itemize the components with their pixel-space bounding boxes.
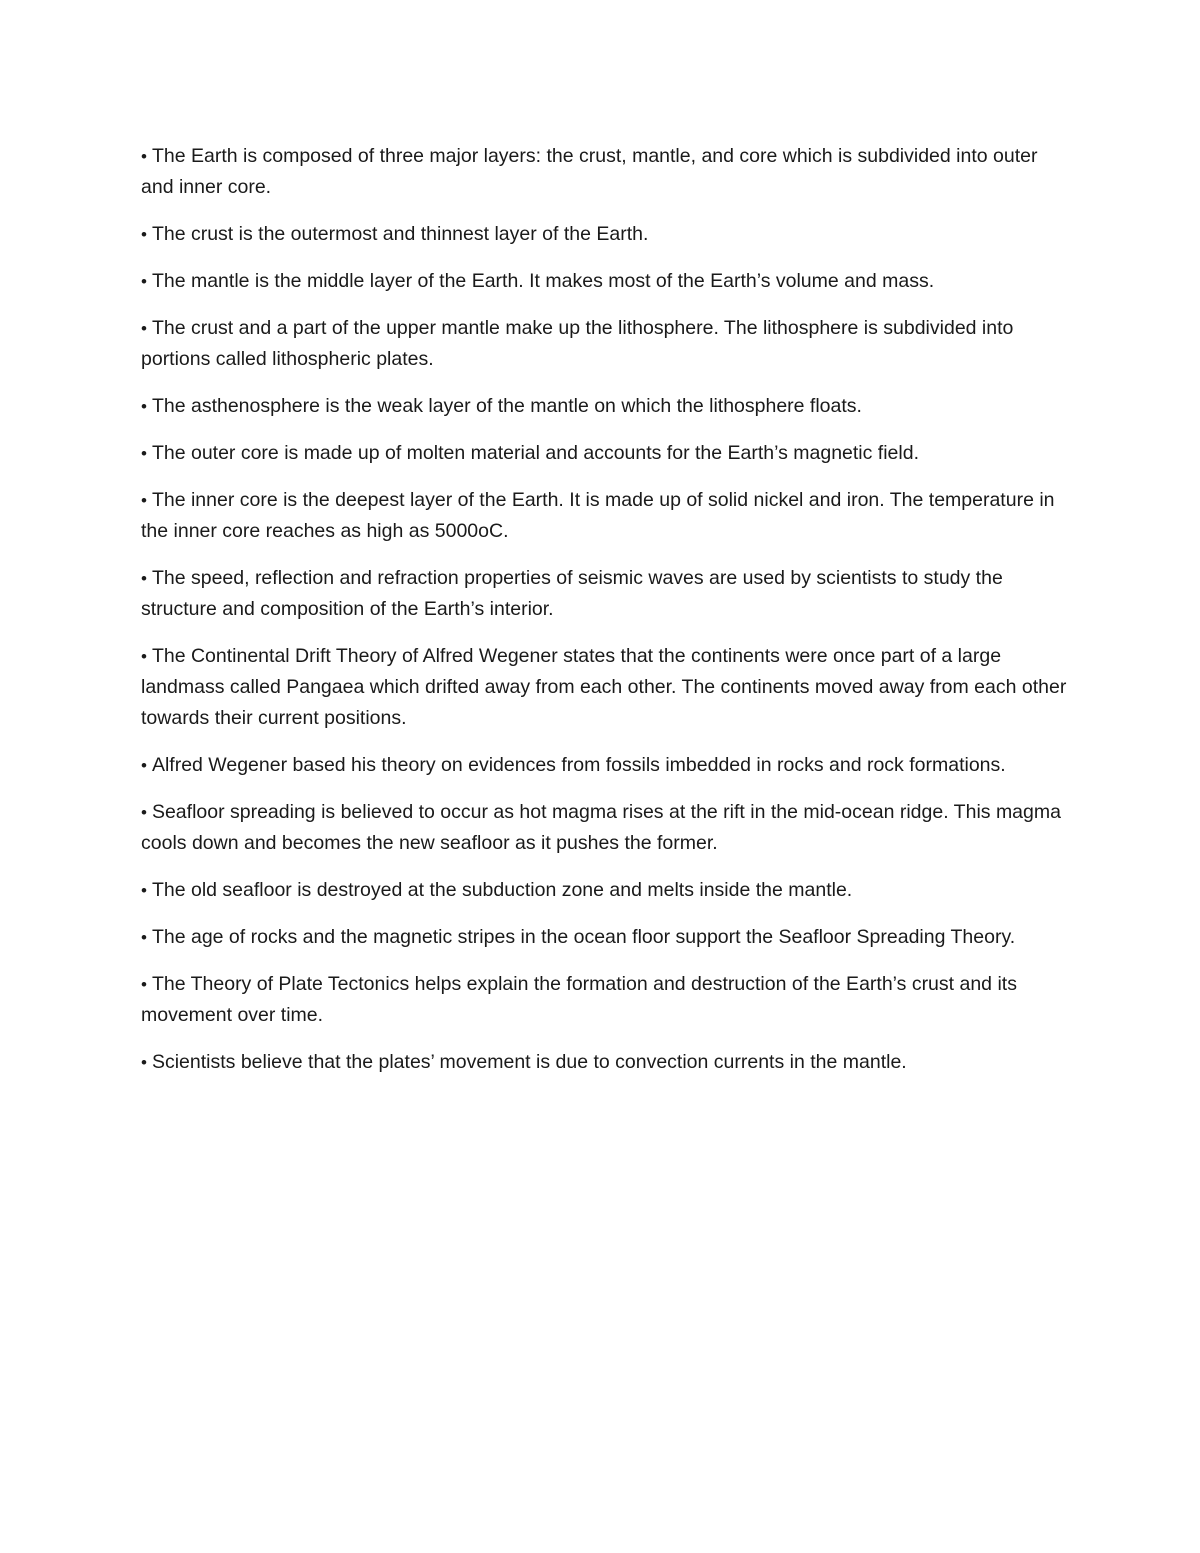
list-item-text: The crust and a part of the upper mantle make up the lithosphere. The lithosphere is subdivided into portions called lithospheric plates. <box>141 317 1014 370</box>
list-item <box>141 875 1071 906</box>
bullet-icon: • <box>141 444 147 463</box>
list-item-text: The asthenosphere is the weak layer of the mantle on which the lithosphere floats. <box>151 395 862 417</box>
list-item <box>141 266 1071 297</box>
bullet-icon: • <box>141 803 147 822</box>
list-item-text: The old seafloor is destroyed at the subduction zone and melts inside the mantle. <box>151 879 853 901</box>
list-item <box>141 641 1071 734</box>
list-item-text: The crust is the outermost and thinnest layer of the Earth. <box>151 223 649 245</box>
list-item <box>141 313 1071 375</box>
list-item <box>141 141 1071 203</box>
list-item-text: Seafloor spreading is believed to occur as hot magma rises at the rift in the mid-ocean ridge. This magma cools down and becomes the new seafloor as it pushes the former. <box>141 801 1061 854</box>
bullet-icon: • <box>141 569 147 588</box>
bullet-icon: • <box>141 756 147 775</box>
bullet-icon: • <box>141 975 147 994</box>
list-item <box>141 969 1071 1031</box>
bullet-icon: • <box>141 397 147 416</box>
list-item <box>141 563 1071 625</box>
bullet-icon: • <box>141 928 147 947</box>
bullet-icon: • <box>141 272 147 291</box>
bullet-icon: • <box>141 647 147 666</box>
list-item <box>141 485 1071 547</box>
list-item-text: The mantle is the middle layer of the Earth. It makes most of the Earth’s volume and mass. <box>151 270 935 292</box>
list-item-text: The inner core is the deepest layer of the Earth. It is made up of solid nickel and iron. The temperature in the inner core reaches as high as 5000oC. <box>141 489 1055 542</box>
list-item-text: The age of rocks and the magnetic stripes in the ocean floor support the Seafloor Spreading Theory. <box>151 926 1016 948</box>
list-item-text: The outer core is made up of molten material and accounts for the Earth’s magnetic field. <box>151 442 919 464</box>
list-item <box>141 438 1071 469</box>
list-item <box>141 750 1071 781</box>
list-item-text: The Earth is composed of three major layers: the crust, mantle, and core which is subdivided into outer and inner core. <box>141 145 1038 198</box>
list-item-text: The speed, reflection and refraction properties of seismic waves are used by scientists to study the structure and composition of the Earth’s interior. <box>141 567 1003 620</box>
list-item-text: The Continental Drift Theory of Alfred Wegener states that the continents were once part of a large landmass called Pangaea which drifted away from each other. The continents moved away from each other towards their current positions. <box>141 645 1067 729</box>
bullet-list <box>141 141 1071 1094</box>
list-item-text: Alfred Wegener based his theory on evidences from fossils imbedded in rocks and rock formations. <box>151 754 1006 776</box>
bullet-icon: • <box>141 147 147 166</box>
bullet-icon: • <box>141 225 147 244</box>
bullet-icon: • <box>141 881 147 900</box>
bullet-icon: • <box>141 491 147 510</box>
bullet-icon: • <box>141 319 147 338</box>
list-item <box>141 922 1071 953</box>
list-item <box>141 797 1071 859</box>
list-item <box>141 1047 1071 1078</box>
list-item <box>141 219 1071 250</box>
list-item-text: Scientists believe that the plates’ movement is due to convection currents in the mantle. <box>151 1051 907 1073</box>
list-item-text: The Theory of Plate Tectonics helps explain the formation and destruction of the Earth’s crust and its movement over time. <box>141 973 1017 1026</box>
bullet-icon: • <box>141 1053 147 1072</box>
list-item <box>141 391 1071 422</box>
